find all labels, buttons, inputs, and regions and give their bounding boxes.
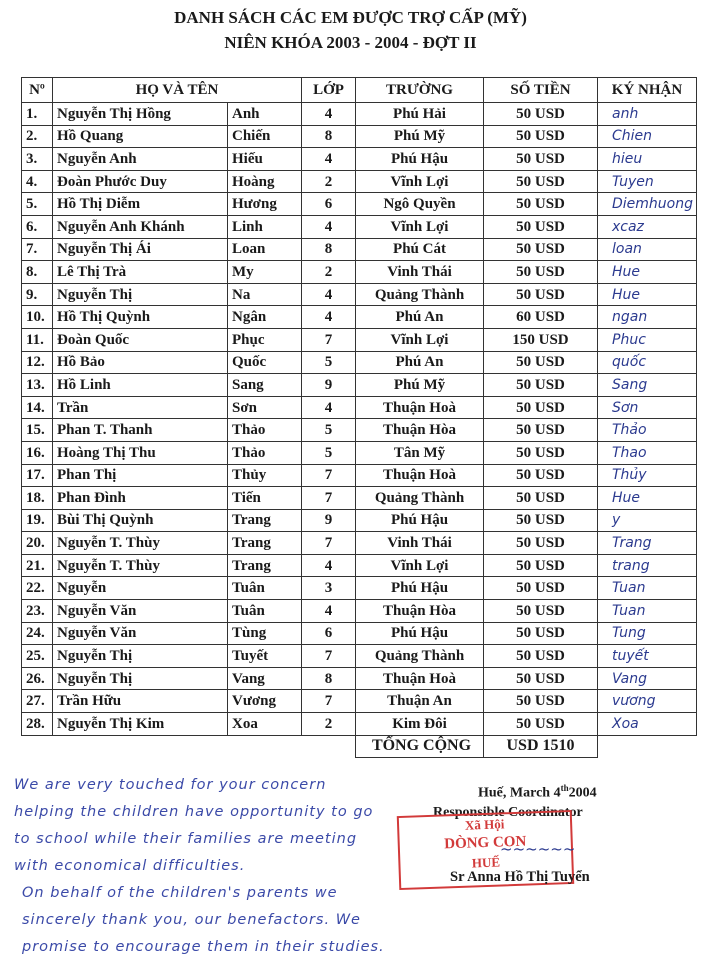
- stipend-amount: 50 USD: [484, 261, 598, 284]
- stipend-amount: 50 USD: [484, 667, 598, 690]
- student-class: 2: [302, 170, 356, 193]
- recipient-signature: Sang: [598, 374, 697, 397]
- student-surname: Nguyễn Thị: [53, 645, 228, 668]
- student-given-name: Phục: [228, 328, 302, 351]
- student-surname: Hồ Linh: [53, 374, 228, 397]
- student-class: 8: [302, 125, 356, 148]
- row-number: 3.: [22, 148, 53, 171]
- table-row: [22, 441, 697, 464]
- stipend-amount: 50 USD: [484, 215, 598, 238]
- row-number: 8.: [22, 261, 53, 284]
- recipient-signature: Tuan: [598, 577, 697, 600]
- recipient-signature: Thảo: [598, 419, 697, 442]
- document-subtitle: NIÊN KHÓA 2003 - 2004 - ĐỢT II: [224, 33, 477, 52]
- stipend-amount: 50 USD: [484, 554, 598, 577]
- row-number: 19.: [22, 509, 53, 532]
- table-row: [22, 170, 697, 193]
- student-surname: Bùi Thị Quỳnh: [53, 509, 228, 532]
- student-surname: Nguyễn: [53, 577, 228, 600]
- student-given-name: Linh: [228, 215, 302, 238]
- recipient-signature: Trang: [598, 532, 697, 555]
- header-name: HỌ VÀ TÊN: [53, 78, 302, 103]
- student-school: Quảng Thành: [356, 283, 484, 306]
- stipend-amount: 50 USD: [484, 148, 598, 171]
- table-row: [22, 667, 697, 690]
- student-surname: Đoàn Phước Duy: [53, 170, 228, 193]
- student-surname: Nguyễn Anh: [53, 148, 228, 171]
- student-school: Vĩnh Lợi: [356, 554, 484, 577]
- stamp-line-2: DÒNG CON: [443, 833, 527, 853]
- table-row: [22, 713, 697, 736]
- row-number: 17.: [22, 464, 53, 487]
- student-class: 5: [302, 419, 356, 442]
- recipient-signature: Vang: [598, 667, 697, 690]
- row-number: 15.: [22, 419, 53, 442]
- table-header-row: [22, 78, 697, 103]
- student-given-name: Na: [228, 283, 302, 306]
- student-class: 6: [302, 193, 356, 216]
- stamp-line-1: Xã Hội: [464, 816, 505, 833]
- recipient-signature: Diemhuong: [598, 193, 697, 216]
- student-surname: Hoàng Thị Thu: [53, 441, 228, 464]
- student-class: 7: [302, 328, 356, 351]
- recipient-signature: Tuan: [598, 600, 697, 623]
- student-school: Thuận Hoà: [356, 667, 484, 690]
- student-given-name: Anh: [228, 103, 302, 126]
- table-row: [22, 328, 697, 351]
- student-school: Kim Đôi: [356, 713, 484, 736]
- header-class: LỚP: [302, 78, 356, 103]
- student-school: Phú An: [356, 306, 484, 329]
- student-surname: Nguyễn T. Thùy: [53, 532, 228, 555]
- stipend-amount: 50 USD: [484, 577, 598, 600]
- note-line: promise to encourage them in their studies.: [22, 939, 385, 955]
- stipend-amount: 50 USD: [484, 509, 598, 532]
- student-school: Quảng Thành: [356, 645, 484, 668]
- student-school: Thuận Hoà: [356, 464, 484, 487]
- total-blank: [598, 735, 697, 758]
- student-given-name: Tuân: [228, 600, 302, 623]
- row-number: 18.: [22, 487, 53, 510]
- table-row: [22, 419, 697, 442]
- row-number: 24.: [22, 622, 53, 645]
- student-surname: Nguyễn Văn: [53, 600, 228, 623]
- student-given-name: Trang: [228, 532, 302, 555]
- student-school: Vinh Thái: [356, 532, 484, 555]
- student-class: 2: [302, 261, 356, 284]
- place-date: [478, 783, 597, 802]
- student-class: 2: [302, 713, 356, 736]
- row-number: 23.: [22, 600, 53, 623]
- student-given-name: Quốc: [228, 351, 302, 374]
- recipient-signature: vương: [598, 690, 697, 713]
- recipient-signature: Hue: [598, 283, 697, 306]
- student-school: Thuận Hòa: [356, 600, 484, 623]
- student-given-name: Vương: [228, 690, 302, 713]
- stipend-amount: 50 USD: [484, 600, 598, 623]
- student-surname: Nguyễn Văn: [53, 622, 228, 645]
- stipend-amount: 50 USD: [484, 690, 598, 713]
- student-class: 9: [302, 374, 356, 397]
- recipient-signature: loan: [598, 238, 697, 261]
- row-number: 12.: [22, 351, 53, 374]
- row-number: 14.: [22, 396, 53, 419]
- student-school: Tân Mỹ: [356, 441, 484, 464]
- student-given-name: Thủy: [228, 464, 302, 487]
- total-row: [22, 735, 697, 758]
- recipient-signature: Chien: [598, 125, 697, 148]
- stipend-amount: 50 USD: [484, 125, 598, 148]
- student-class: 7: [302, 690, 356, 713]
- student-given-name: Sang: [228, 374, 302, 397]
- student-school: Thuận An: [356, 690, 484, 713]
- table-row: [22, 283, 697, 306]
- recipient-signature: trang: [598, 554, 697, 577]
- student-given-name: Ngân: [228, 306, 302, 329]
- student-given-name: Sơn: [228, 396, 302, 419]
- recipient-signature: Hue: [598, 487, 697, 510]
- row-number: 13.: [22, 374, 53, 397]
- row-number: 27.: [22, 690, 53, 713]
- place-date-text: Huế, March 4: [478, 785, 561, 801]
- student-class: 8: [302, 238, 356, 261]
- note-line: helping the children have opportunity to go: [14, 804, 374, 820]
- handwritten-note: [14, 772, 434, 961]
- student-class: 7: [302, 487, 356, 510]
- table-row: [22, 306, 697, 329]
- student-surname: Nguyễn Thị Hồng: [53, 103, 228, 126]
- student-surname: Trần Hữu: [53, 690, 228, 713]
- total-spacer: [22, 735, 356, 758]
- header-school: TRƯỜNG: [356, 78, 484, 103]
- student-given-name: Trang: [228, 554, 302, 577]
- recipient-signature: hieu: [598, 148, 697, 171]
- table-row: [22, 509, 697, 532]
- table-row: [22, 103, 697, 126]
- row-number: 16.: [22, 441, 53, 464]
- recipient-signature: Thủy: [598, 464, 697, 487]
- student-given-name: Thảo: [228, 441, 302, 464]
- stipend-amount: 50 USD: [484, 170, 598, 193]
- total-label: TỔNG CỘNG: [356, 735, 484, 758]
- student-given-name: Trang: [228, 509, 302, 532]
- student-given-name: Tuân: [228, 577, 302, 600]
- note-line: to school while their families are meeting: [14, 831, 358, 847]
- student-surname: Phan Đình: [53, 487, 228, 510]
- stipend-amount: 50 USD: [484, 464, 598, 487]
- student-surname: Nguyễn Anh Khánh: [53, 215, 228, 238]
- student-school: Vĩnh Lợi: [356, 328, 484, 351]
- stipend-amount: 50 USD: [484, 351, 598, 374]
- student-surname: Hồ Quang: [53, 125, 228, 148]
- student-class: 4: [302, 283, 356, 306]
- note-line: We are very touched for your concern: [14, 777, 327, 793]
- stipend-amount: 50 USD: [484, 103, 598, 126]
- student-school: Thuận Hoà: [356, 396, 484, 419]
- note-line: On behalf of the children's parents we: [22, 885, 338, 901]
- student-class: 5: [302, 351, 356, 374]
- student-given-name: Hiếu: [228, 148, 302, 171]
- row-number: 1.: [22, 103, 53, 126]
- row-number: 4.: [22, 170, 53, 193]
- student-surname: Phan T. Thanh: [53, 419, 228, 442]
- student-given-name: Tiến: [228, 487, 302, 510]
- table-row: [22, 261, 697, 284]
- stipend-amount: 50 USD: [484, 193, 598, 216]
- student-school: Phú Hải: [356, 103, 484, 126]
- student-class: 4: [302, 554, 356, 577]
- recipient-signature: Tung: [598, 622, 697, 645]
- table-row: [22, 193, 697, 216]
- student-school: Quảng Thành: [356, 487, 484, 510]
- recipient-signature: Phuc: [598, 328, 697, 351]
- student-surname: Lê Thị Trà: [53, 261, 228, 284]
- stipend-table: [21, 77, 697, 758]
- table-row: [22, 645, 697, 668]
- stipend-amount: 60 USD: [484, 306, 598, 329]
- coordinator-signature-scribble: ~~~~~~: [500, 840, 576, 858]
- student-given-name: Tùng: [228, 622, 302, 645]
- student-class: 4: [302, 215, 356, 238]
- student-class: 4: [302, 600, 356, 623]
- row-number: 5.: [22, 193, 53, 216]
- row-number: 25.: [22, 645, 53, 668]
- stipend-amount: 50 USD: [484, 713, 598, 736]
- date-suffix: th: [560, 783, 569, 793]
- student-surname: Hồ Bảo: [53, 351, 228, 374]
- header-signature: KÝ NHẬN: [598, 78, 697, 103]
- stipend-amount: 150 USD: [484, 328, 598, 351]
- stipend-amount: 50 USD: [484, 622, 598, 645]
- row-number: 20.: [22, 532, 53, 555]
- recipient-signature: anh: [598, 103, 697, 126]
- stipend-amount: 50 USD: [484, 441, 598, 464]
- row-number: 9.: [22, 283, 53, 306]
- student-surname: Nguyễn Thị Kim: [53, 713, 228, 736]
- student-school: Phú Hậu: [356, 509, 484, 532]
- note-line: with economical difficulties.: [14, 858, 246, 874]
- student-given-name: Vang: [228, 667, 302, 690]
- student-class: 9: [302, 509, 356, 532]
- student-school: Phú An: [356, 351, 484, 374]
- stipend-amount: 50 USD: [484, 238, 598, 261]
- total-value: USD 1510: [484, 735, 598, 758]
- row-number: 22.: [22, 577, 53, 600]
- student-class: 3: [302, 577, 356, 600]
- table-row: [22, 351, 697, 374]
- stamp-line-3: HUẾ: [471, 854, 501, 871]
- student-class: 6: [302, 622, 356, 645]
- student-given-name: Tuyết: [228, 645, 302, 668]
- recipient-signature: xcaz: [598, 215, 697, 238]
- student-school: Vinh Thái: [356, 261, 484, 284]
- row-number: 26.: [22, 667, 53, 690]
- student-school: Ngô Quyền: [356, 193, 484, 216]
- stipend-amount: 50 USD: [484, 374, 598, 397]
- student-given-name: Hương: [228, 193, 302, 216]
- row-number: 10.: [22, 306, 53, 329]
- student-surname: Nguyễn T. Thùy: [53, 554, 228, 577]
- table-row: [22, 396, 697, 419]
- table-row: [22, 622, 697, 645]
- row-number: 2.: [22, 125, 53, 148]
- student-class: 8: [302, 667, 356, 690]
- student-surname: Hồ Thị Diễm: [53, 193, 228, 216]
- table-row: [22, 148, 697, 171]
- student-given-name: Xoa: [228, 713, 302, 736]
- student-school: Phú Hậu: [356, 577, 484, 600]
- student-school: Phú Hậu: [356, 622, 484, 645]
- student-school: Phú Hậu: [356, 148, 484, 171]
- recipient-signature: tuyết: [598, 645, 697, 668]
- stipend-amount: 50 USD: [484, 283, 598, 306]
- recipient-signature: ngan: [598, 306, 697, 329]
- student-given-name: Loan: [228, 238, 302, 261]
- stipend-amount: 50 USD: [484, 396, 598, 419]
- header-amount: SỐ TIỀN: [484, 78, 598, 103]
- coordinator-name: Sr Anna Hồ Thị Tuyển: [450, 869, 590, 885]
- student-class: 5: [302, 441, 356, 464]
- recipient-signature: Sơn: [598, 396, 697, 419]
- student-school: Phú Mỹ: [356, 374, 484, 397]
- recipient-signature: Xoa: [598, 713, 697, 736]
- student-surname: Nguyễn Thị: [53, 283, 228, 306]
- student-surname: Đoàn Quốc: [53, 328, 228, 351]
- student-given-name: Thảo: [228, 419, 302, 442]
- document-title: DANH SÁCH CÁC EM ĐƯỢC TRỢ CẤP (MỸ): [174, 8, 527, 27]
- student-class: 7: [302, 464, 356, 487]
- table-row: [22, 532, 697, 555]
- table-row: [22, 487, 697, 510]
- row-number: 21.: [22, 554, 53, 577]
- student-class: 4: [302, 306, 356, 329]
- row-number: 7.: [22, 238, 53, 261]
- stipend-amount: 50 USD: [484, 645, 598, 668]
- recipient-signature: y: [598, 509, 697, 532]
- header-no: Nº: [22, 78, 53, 103]
- student-school: Vĩnh Lợi: [356, 215, 484, 238]
- coordinator-role: Responsible Coordinator: [433, 805, 583, 820]
- student-class: 7: [302, 645, 356, 668]
- table-row: [22, 690, 697, 713]
- stipend-amount: 50 USD: [484, 487, 598, 510]
- student-class: 7: [302, 532, 356, 555]
- table-row: [22, 554, 697, 577]
- note-line: sincerely thank you, our benefactors. We: [22, 912, 361, 928]
- table-row: [22, 577, 697, 600]
- recipient-signature: Tuyen: [598, 170, 697, 193]
- student-given-name: My: [228, 261, 302, 284]
- student-class: 4: [302, 396, 356, 419]
- student-given-name: Hoàng: [228, 170, 302, 193]
- student-surname: Phan Thị: [53, 464, 228, 487]
- student-class: 4: [302, 103, 356, 126]
- recipient-signature: Hue: [598, 261, 697, 284]
- student-surname: Trần: [53, 396, 228, 419]
- table-row: [22, 374, 697, 397]
- table-row: [22, 215, 697, 238]
- table-row: [22, 464, 697, 487]
- row-number: 11.: [22, 328, 53, 351]
- stipend-amount: 50 USD: [484, 419, 598, 442]
- table-row: [22, 125, 697, 148]
- row-number: 6.: [22, 215, 53, 238]
- recipient-signature: Thao: [598, 441, 697, 464]
- student-surname: Hồ Thị Quỳnh: [53, 306, 228, 329]
- table-row: [22, 238, 697, 261]
- student-class: 4: [302, 148, 356, 171]
- student-given-name: Chiến: [228, 125, 302, 148]
- student-school: Phú Cát: [356, 238, 484, 261]
- table-row: [22, 600, 697, 623]
- row-number: 28.: [22, 713, 53, 736]
- date-year: 2004: [568, 785, 597, 801]
- stipend-amount: 50 USD: [484, 532, 598, 555]
- student-school: Thuận Hòa: [356, 419, 484, 442]
- student-school: Vĩnh Lợi: [356, 170, 484, 193]
- student-school: Phú Mỹ: [356, 125, 484, 148]
- recipient-signature: quốc: [598, 351, 697, 374]
- student-surname: Nguyễn Thị Ái: [53, 238, 228, 261]
- student-surname: Nguyễn Thị: [53, 667, 228, 690]
